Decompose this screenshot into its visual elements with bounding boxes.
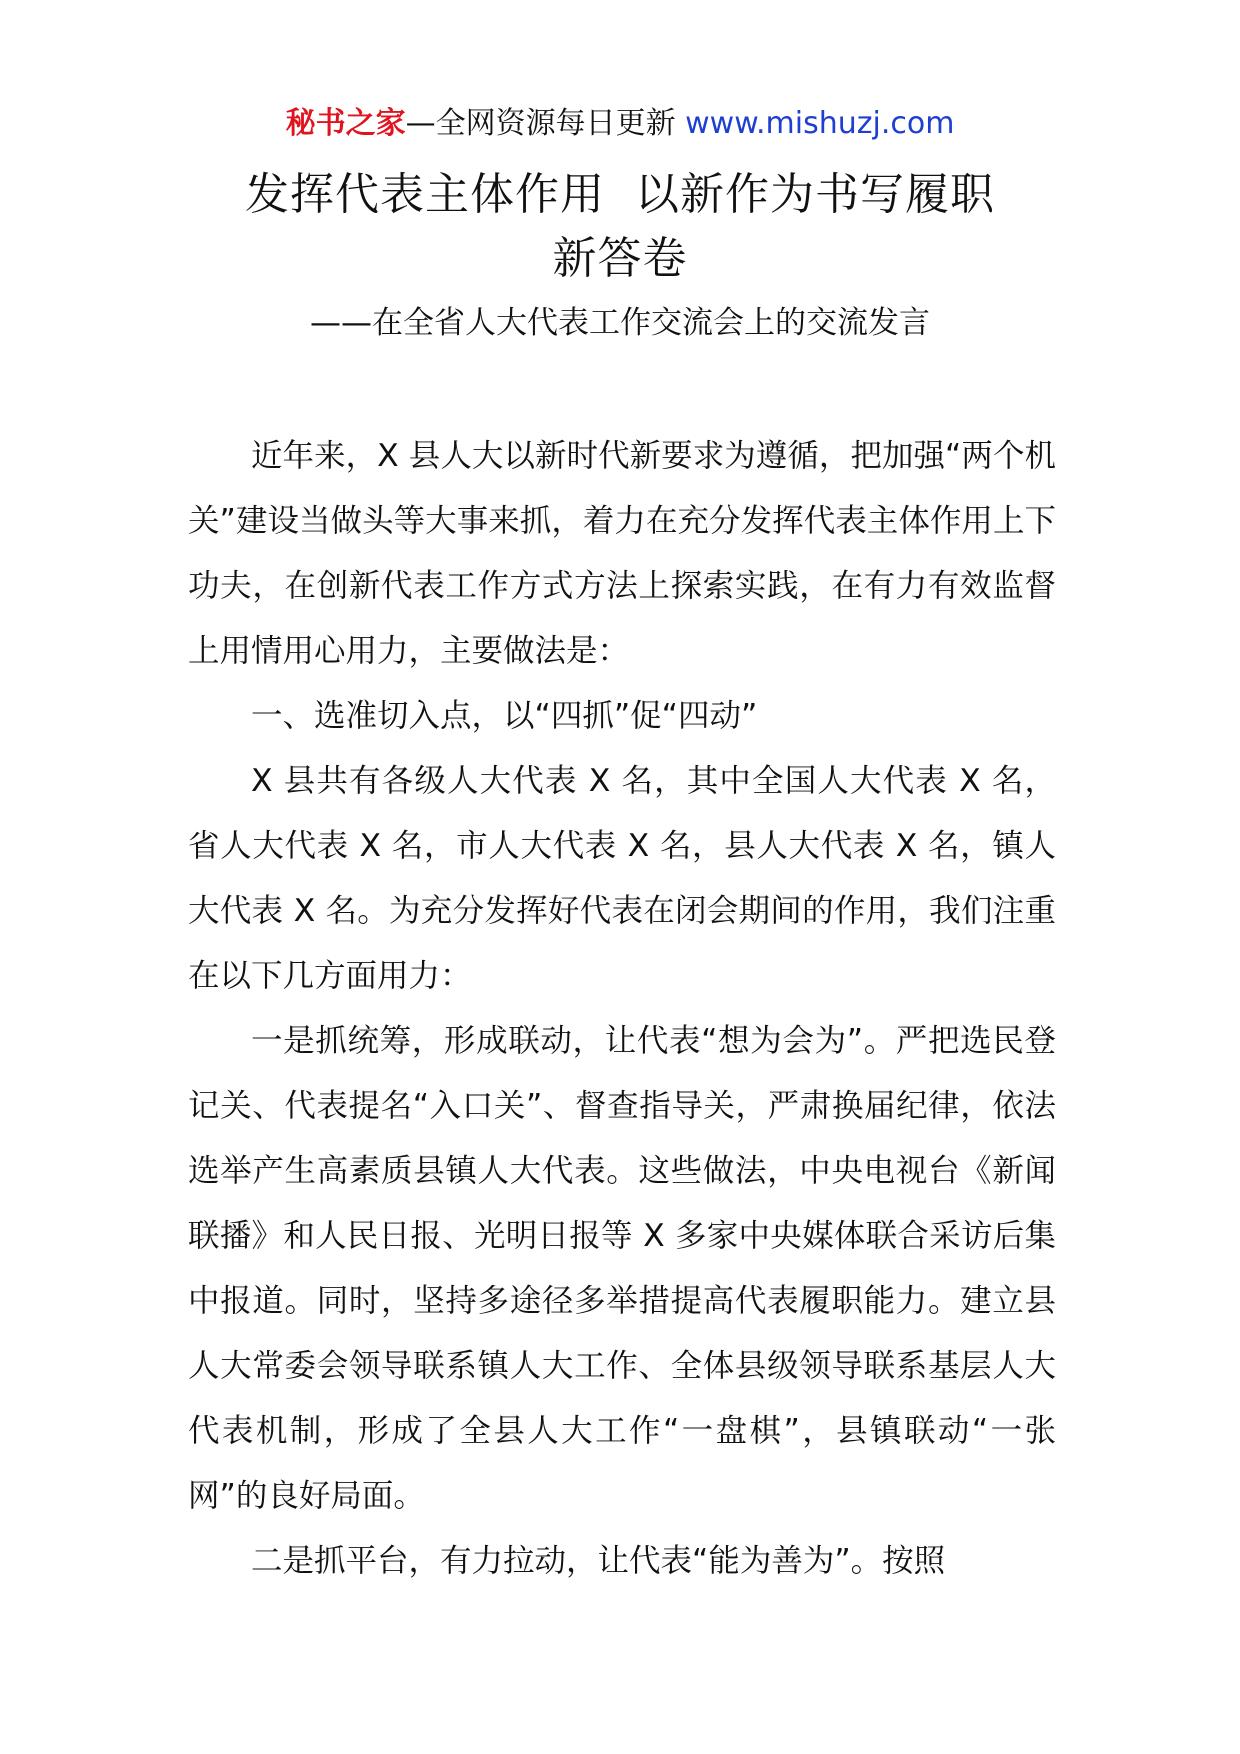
body-paragraph: 近年来，X 县人大以新时代新要求为遵循，把加强“两个机关”建设当做头等大事来抓，着力在充分发挥代表主体作用上下功夫，在创新代表工作方式方法上探索实践，在有力有效监督上用情用心用力，主要做法是： [188,438,1056,669]
document-body [188,424,1056,1594]
site-url-link[interactable]: www.mishuzj.com [685,106,955,141]
document-subtitle: ——在全省人大代表工作交流会上的交流发言 [310,305,930,341]
document-title-line-1: 发挥代表主体作用 以新作为书写履职 [245,169,995,220]
body-paragraph: X 县共有各级人大代表 X 名，其中全国人大代表 X 名，省人大代表 X 名，市人大代表 X 名，县人大代表 X 名，镇人大代表 X 名。为充分发挥好代表在闭会期间的作用，我们注重在以下几方面用力： [188,763,1056,994]
brand-name: 秘书之家 [285,106,406,141]
header-tagline: —全网资源每日更新 [405,106,676,141]
body-paragraph: 二是抓平台，有力拉动，让代表“能为善为”。按照 [251,1543,946,1579]
site-header-banner [0,104,1240,144]
document-title-block [0,166,1240,344]
document-title-line-2: 新答卷 [552,233,688,284]
body-paragraph: 一是抓统筹，形成联动，让代表“想为会为”。严把选民登记关、代表提名“入口关”、督查指导关，严肃换届纪律，依法选举产生高素质县镇人大代表。这些做法，中央电视台《新闻联播》和人民日报、光明日报等 X 多家中央媒体联合采访后集中报道。同时，坚持多途径多举措提高代表履职能力。建立县人大常委会领导联系镇人大工作、全体县级领导联系基层人大代表机制，形成了全县人大工作“一盘棋”，县镇联动“一张网”的良好局面。 [188,1023,1056,1514]
section-heading: 一、选准切入点，以“四抓”促“四动” [251,698,758,734]
